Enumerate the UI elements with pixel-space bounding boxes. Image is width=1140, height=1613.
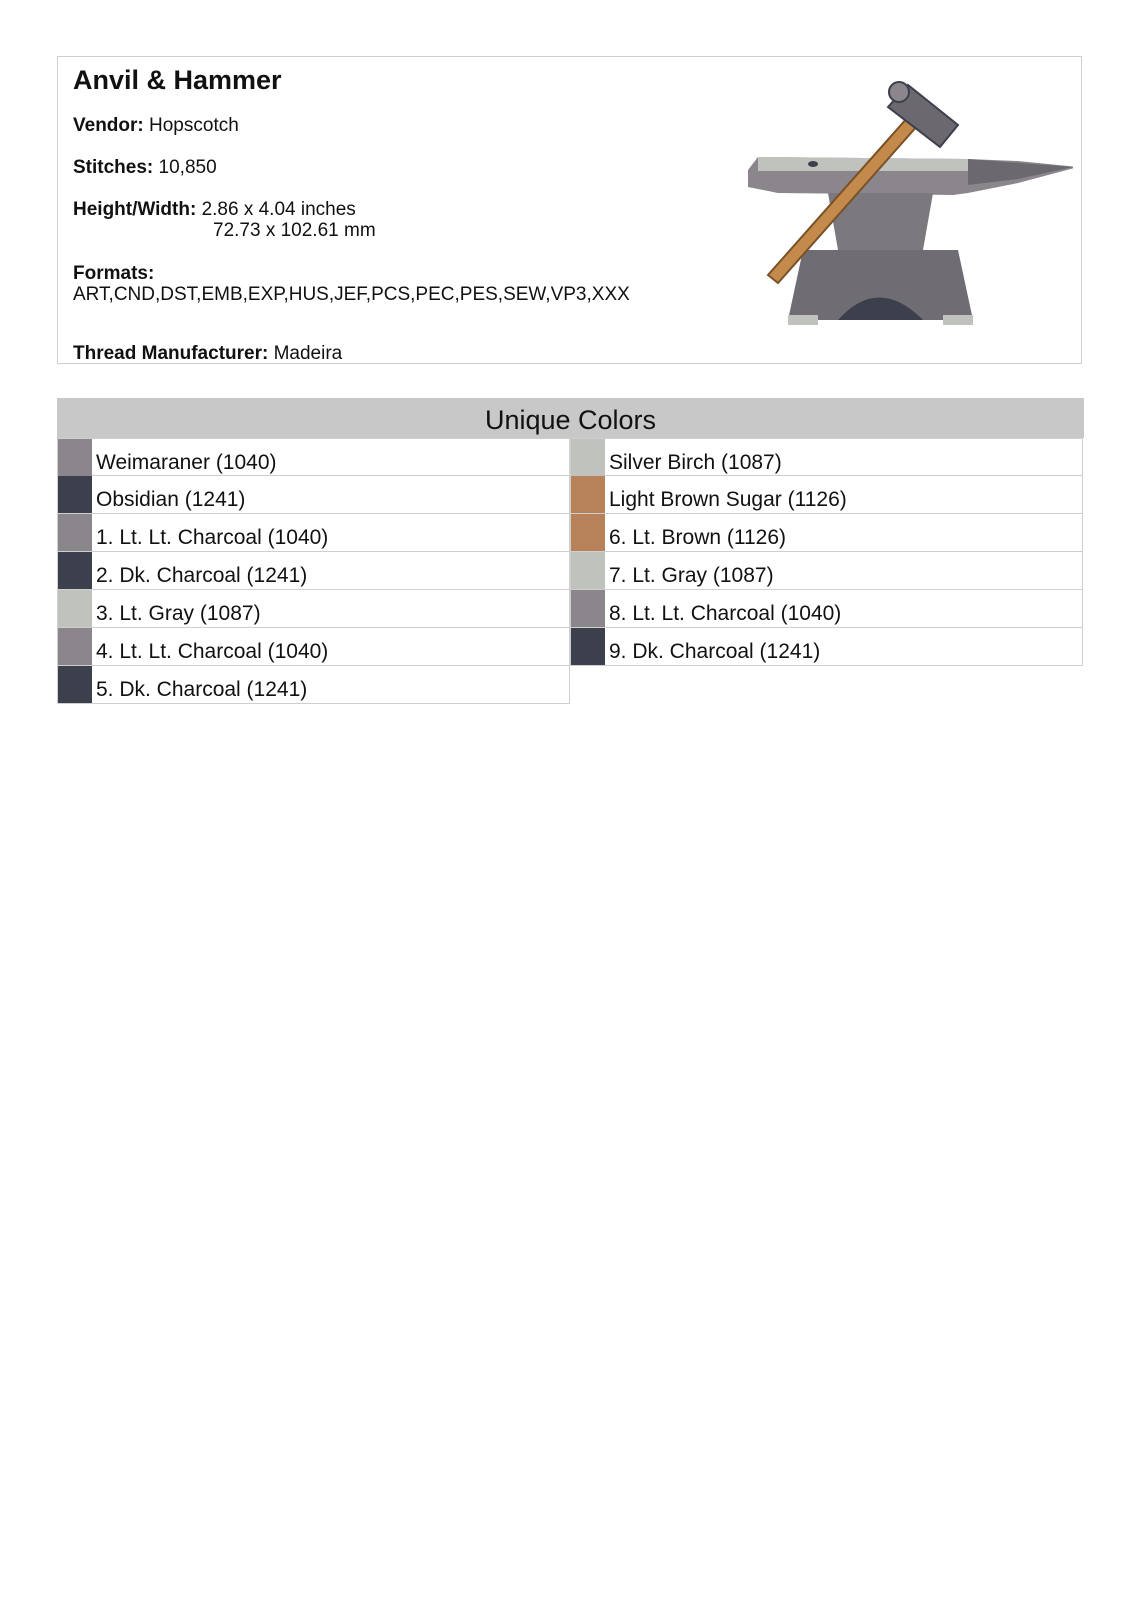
color-swatch: [58, 628, 92, 665]
color-name: 3. Lt. Gray (1087): [96, 602, 261, 625]
height-width-field: [73, 199, 376, 241]
color-row: [57, 476, 570, 514]
color-name: 8. Lt. Lt. Charcoal (1040): [609, 602, 842, 625]
thread-label: Thread Manufacturer:: [73, 343, 269, 364]
color-row: [570, 628, 1083, 666]
color-swatch: [58, 666, 92, 703]
color-row: [570, 590, 1083, 628]
vendor-field: [73, 115, 239, 136]
color-swatch: [571, 514, 605, 551]
color-name: 4. Lt. Lt. Charcoal (1040): [96, 640, 329, 663]
color-name: 9. Dk. Charcoal (1241): [609, 640, 821, 663]
size-mm: 72.73 x 102.61 mm: [213, 220, 376, 241]
color-name: Weimaraner (1040): [96, 451, 277, 474]
vendor-label: Vendor:: [73, 115, 144, 136]
color-name: 5. Dk. Charcoal (1241): [96, 678, 308, 701]
hammer-peen: [889, 82, 909, 102]
color-name: 2. Dk. Charcoal (1241): [96, 564, 308, 587]
color-swatch: [571, 628, 605, 665]
stitches-label: Stitches:: [73, 157, 154, 178]
color-row: [57, 438, 570, 476]
color-row: [570, 438, 1083, 476]
color-swatch: [571, 476, 605, 513]
design-title: Anvil & Hammer: [73, 65, 282, 95]
formats-value: ART,CND,DST,EMB,EXP,HUS,JEF,PCS,PEC,PES,SEW,VP3,XXX: [73, 284, 630, 305]
color-swatch: [571, 439, 605, 476]
color-name: 6. Lt. Brown (1126): [609, 526, 787, 549]
color-swatch: [58, 514, 92, 551]
design-info-panel: [57, 56, 1082, 364]
color-name: 1. Lt. Lt. Charcoal (1040): [96, 526, 329, 549]
color-swatch: [58, 552, 92, 589]
color-row: [570, 552, 1083, 590]
color-name: Silver Birch (1087): [609, 451, 782, 474]
thread-field: [73, 343, 342, 364]
unique-colors-table: [57, 398, 1084, 701]
color-swatch: [571, 590, 605, 627]
stitches-field: [73, 157, 217, 178]
color-row: [57, 628, 570, 666]
color-swatch: [58, 439, 92, 476]
colors-column-right: [570, 438, 1083, 666]
vendor-value: Hopscotch: [149, 115, 239, 136]
color-row: [570, 476, 1083, 514]
anvil-hammer-image: [718, 75, 1073, 345]
color-row: [57, 514, 570, 552]
formats-field: [73, 263, 673, 305]
color-name: Obsidian (1241): [96, 488, 246, 511]
height-width-label: Height/Width:: [73, 199, 197, 220]
color-row: [57, 552, 570, 590]
color-swatch: [571, 552, 605, 589]
anvil-foot-left: [788, 315, 818, 325]
thread-value: Madeira: [273, 343, 343, 364]
color-swatch: [58, 590, 92, 627]
color-row: [57, 666, 570, 704]
size-inches: 2.86 x 4.04 inches: [201, 199, 356, 220]
color-name: 7. Lt. Gray (1087): [609, 564, 774, 587]
color-row: [57, 590, 570, 628]
color-name: Light Brown Sugar (1126): [609, 488, 847, 511]
anvil-hole: [808, 161, 818, 167]
color-row: [570, 514, 1083, 552]
unique-colors-header: Unique Colors: [57, 398, 1084, 438]
formats-label: Formats:: [73, 263, 155, 284]
colors-column-left: [57, 438, 570, 704]
anvil-foot-right: [943, 315, 973, 325]
stitches-value: 10,850: [158, 157, 217, 178]
color-swatch: [58, 476, 92, 513]
